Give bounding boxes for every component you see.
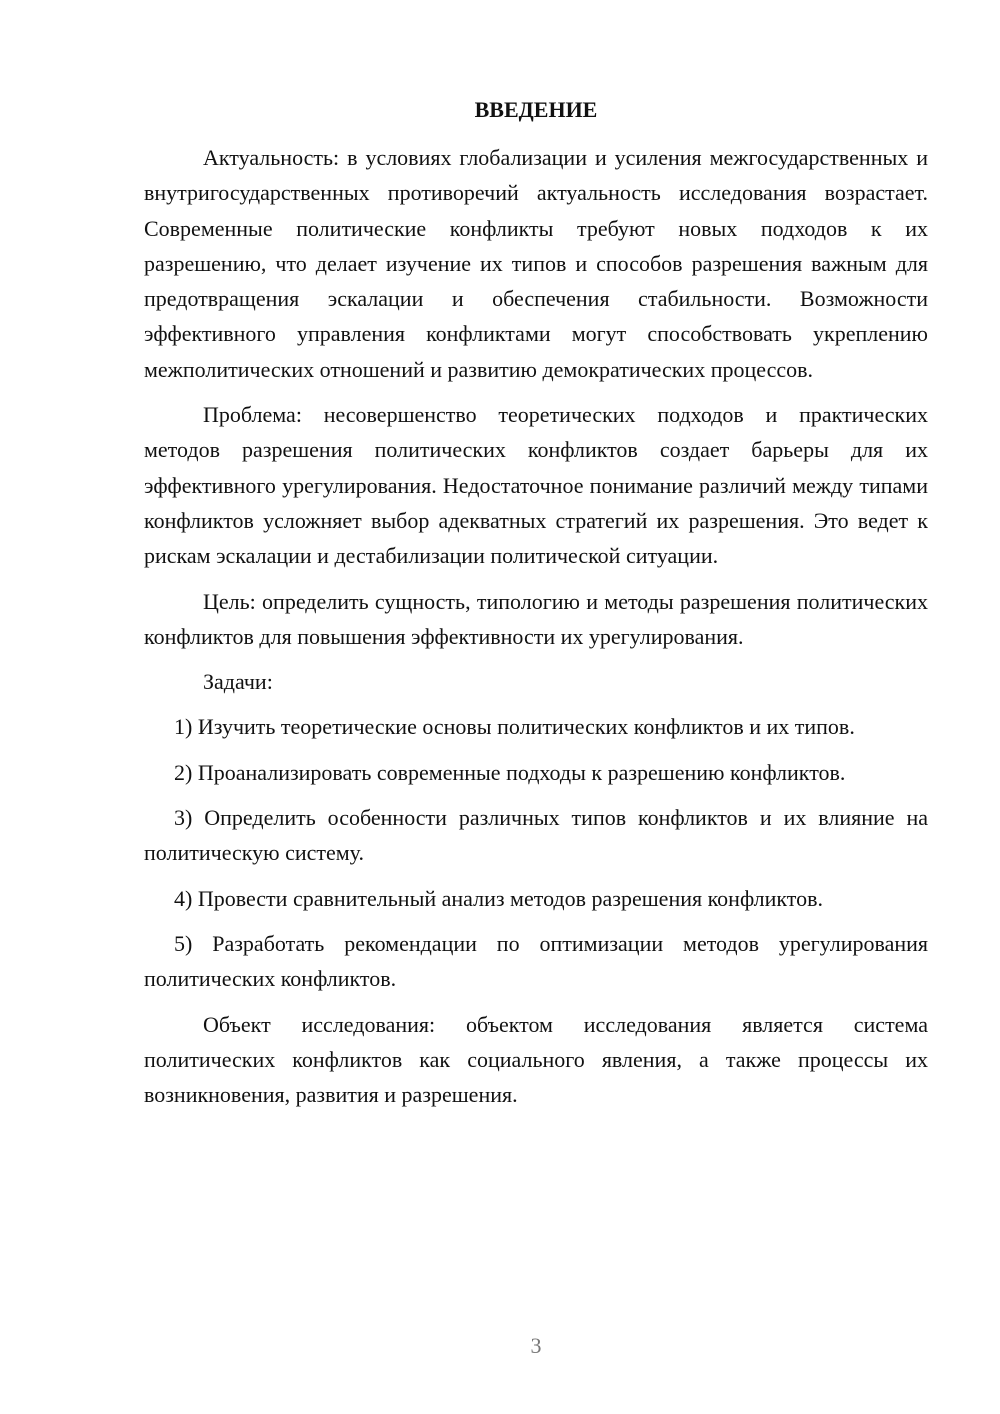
task-item-1: 1) Изучить теоретические основы политических конфликтов и их типов. [174,714,855,740]
relevance-paragraph: Актуальность: в условиях глобализации и усиления межгосударственных и внутригосударственных противоречий актуальность исследования возрастает. Современные политические конфликты требуют новых подходов к их разрешению, что делает изучение их типов и способов разрешения важным для предотвращения эскалации и обеспечения стабильности. Возможности эффективного управления конфликтами могут способствовать укреплению межполитических отношений и развитию демократических процессов. [144,145,928,382]
problem-paragraph: Проблема: несовершенство теоретических подходов и практических методов разрешения политических конфликтов создает барьеры для их эффективного урегулирования. Недостаточное понимание различий между типами конфликтов усложняет выбор адекватных стратегий их разрешения. Это ведет к рискам эскалации и дестабилизации политической ситуации. [144,402,928,569]
section-heading: ВВЕДЕНИЕ [474,97,598,122]
tasks-label: Задачи: [203,669,273,695]
object-paragraph: Объект исследования: объектом исследования является система политических конфликтов как социального явления, а также процессы их возникновения, развития и разрешения. [144,1011,928,1108]
task-item-3: 3) Определить особенности различных типов конфликтов и их влияние на политическую систему. [144,805,928,866]
page-number: 3 [530,1333,542,1358]
task-item-2: 2) Проанализировать современные подходы к разрешению конфликтов. [174,759,846,785]
task-item-4: 4) Провести сравнительный анализ методов разрешения конфликтов. [174,885,824,911]
page-content [144,92,928,1122]
goal-paragraph: Цель: определить сущность, типологию и методы разрешения политических конфликтов для повышения эффективности их урегулирования. [144,588,928,649]
task-item-5: 5) Разработать рекомендации по оптимизации методов урегулирования политических конфликтов. [144,930,928,992]
